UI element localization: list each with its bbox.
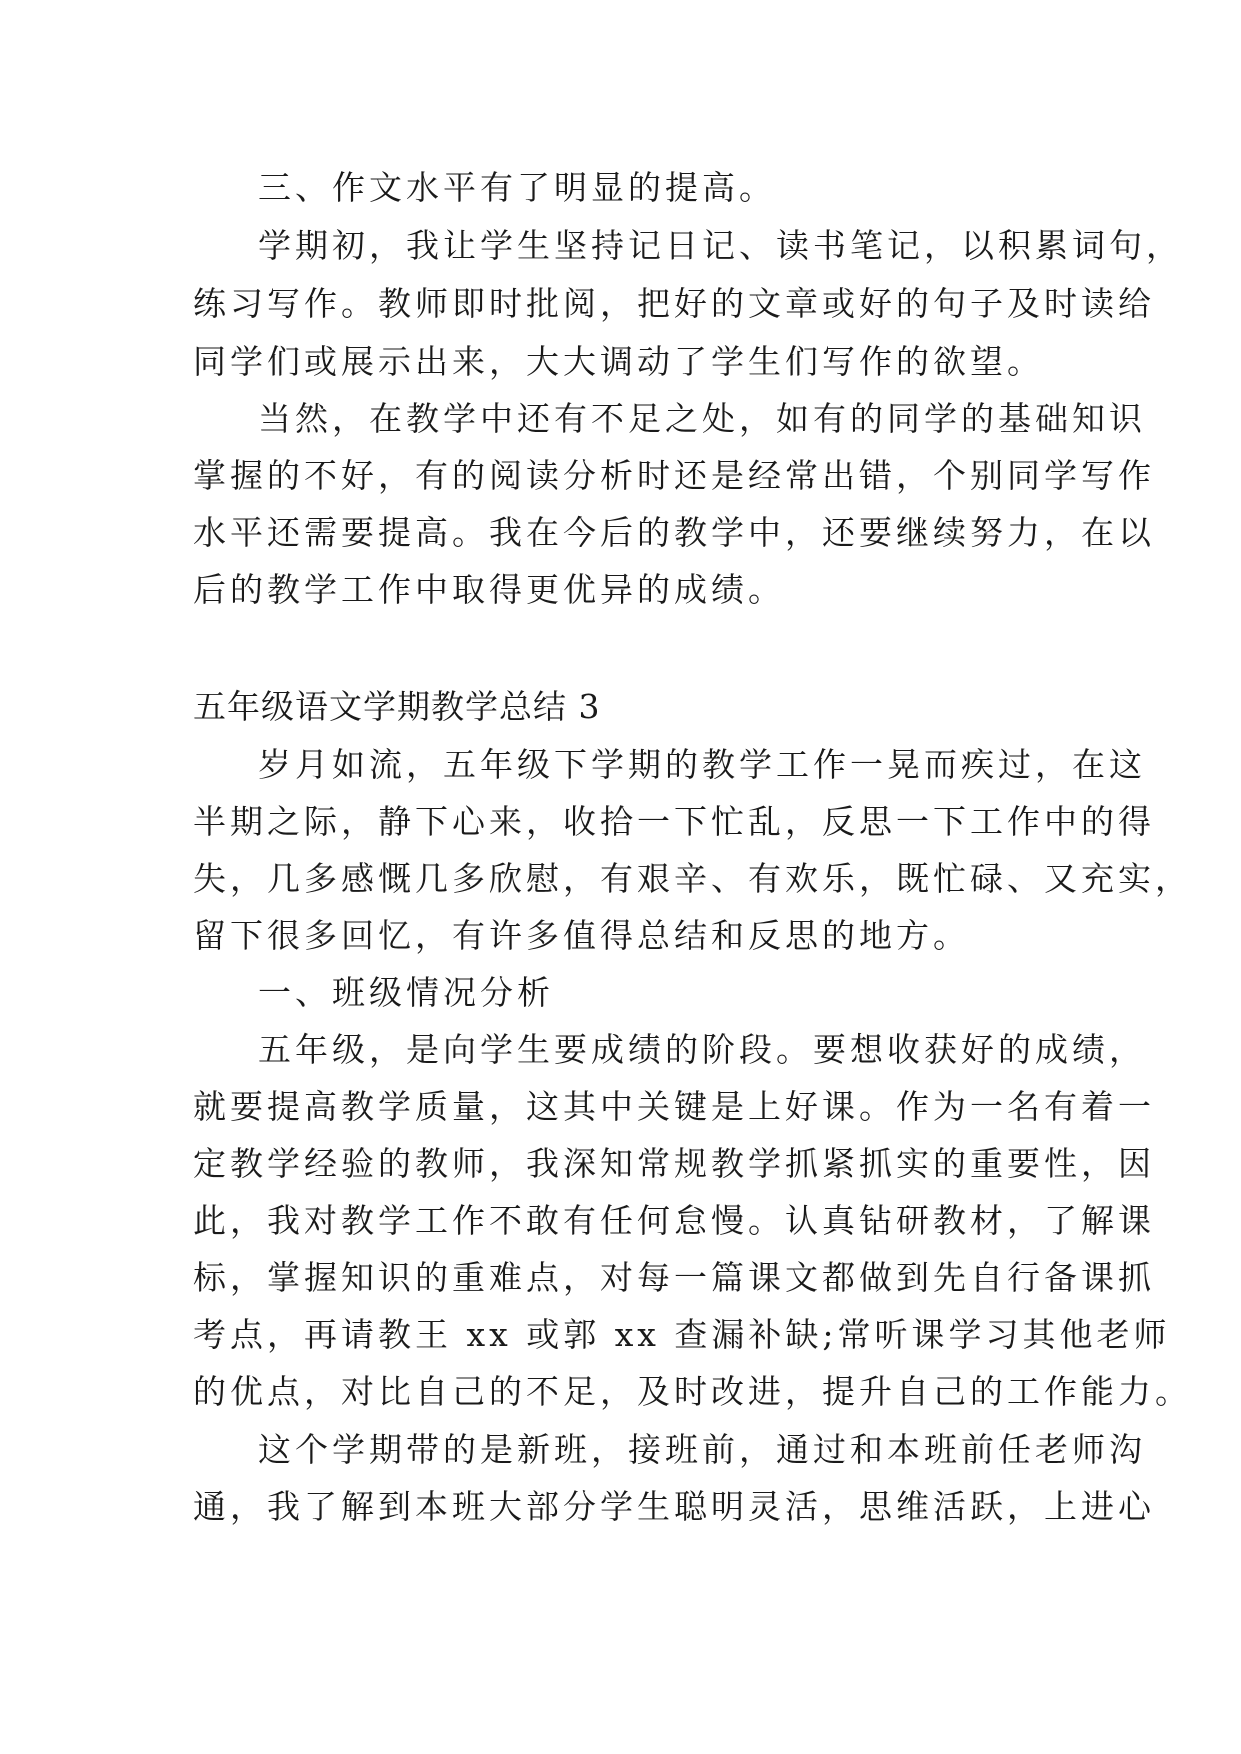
paragraph-line: 就要提高教学质量，这其中关键是上好课。作为一名有着一 (193, 1087, 1155, 1126)
paragraph-line: 同学们或展示出来，大大调动了学生们写作的欲望。 (193, 342, 1044, 381)
paragraph-line: 标，掌握知识的重难点，对每一篇课文都做到先自行备课抓 (193, 1258, 1155, 1297)
paragraph-line: 失，几多感慨几多欣慰，有艰辛、有欢乐，既忙碌、又充实， (193, 859, 1192, 898)
paragraph-line: 留下很多回忆，有许多值得总结和反思的地方。 (193, 916, 970, 955)
paragraph-line: 通，我了解到本班大部分学生聪明灵活，思维活跃，上进心 (193, 1487, 1155, 1526)
paragraph-line: 定教学经验的教师，我深知常规教学抓紧抓实的重要性，因 (193, 1144, 1155, 1183)
paragraph-line: 学期初，我让学生坚持记日记、读书笔记，以积累词句， (258, 226, 1183, 265)
paragraph-line: 水平还需要提高。我在今后的教学中，还要继续努力，在以 (193, 513, 1155, 552)
paragraph-line: 的优点，对比自己的不足，及时改进，提升自己的工作能力。 (193, 1372, 1192, 1411)
paragraph-line: 后的教学工作中取得更优异的成绩。 (193, 570, 785, 609)
subsection-heading: 一、班级情况分析 (258, 973, 554, 1012)
paragraph-line: 五年级，是向学生要成绩的阶段。要想收获好的成绩， (258, 1030, 1146, 1069)
paragraph-line: 此，我对教学工作不敢有任何怠慢。认真钻研教材，了解课 (193, 1201, 1155, 1240)
section-title: 五年级语文学期教学总结 3 (193, 687, 601, 726)
paragraph-line: 练习写作。教师即时批阅，把好的文章或好的句子及时读给 (193, 284, 1155, 323)
paragraph-line: 半期之际，静下心来，收拾一下忙乱，反思一下工作中的得 (193, 802, 1155, 841)
section-heading-composition: 三、作文水平有了明显的提高。 (258, 168, 776, 207)
paragraph-line: 岁月如流，五年级下学期的教学工作一晃而疾过，在这 (258, 745, 1146, 784)
paragraph-line: 掌握的不好，有的阅读分析时还是经常出错，个别同学写作 (193, 456, 1155, 495)
paragraph-line: 当然，在教学中还有不足之处，如有的同学的基础知识 (258, 399, 1146, 438)
paragraph-line: 这个学期带的是新班，接班前，通过和本班前任老师沟 (258, 1430, 1146, 1469)
paragraph-line: 考点，再请教王 xx 或郭 xx 查漏补缺;常听课学习其他老师 (193, 1315, 1171, 1354)
